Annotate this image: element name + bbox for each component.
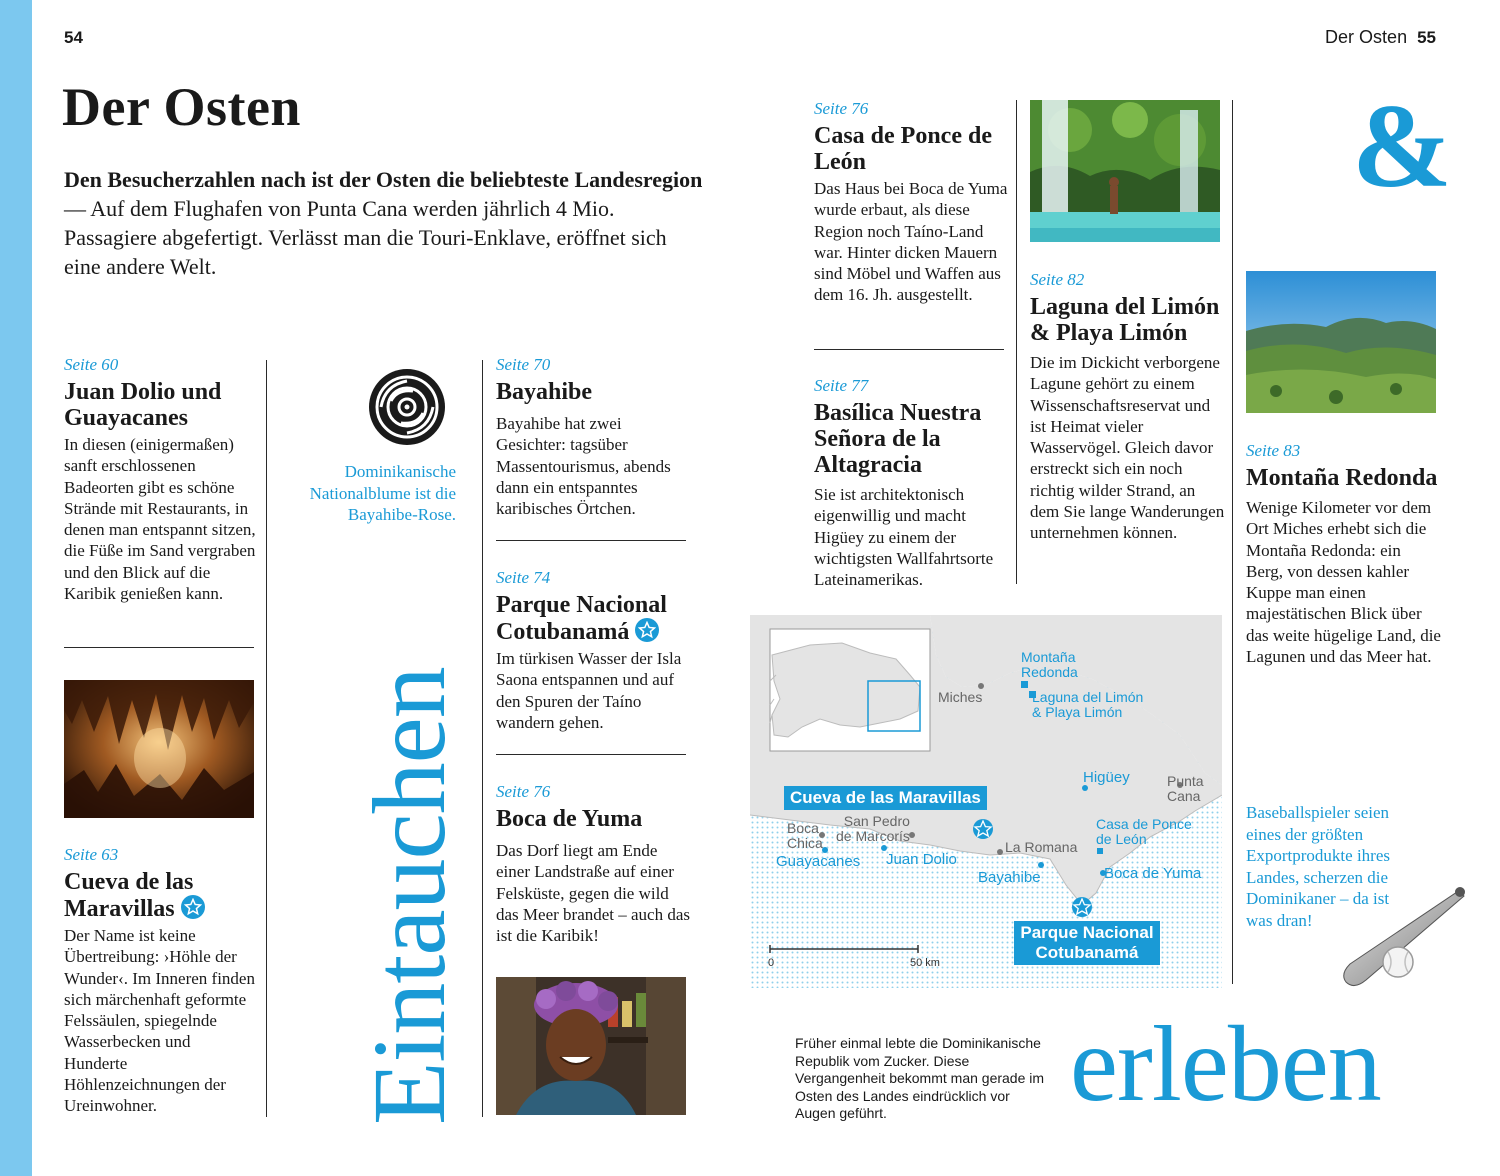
column-rule [1232, 100, 1233, 984]
entry-boca-yuma [496, 782, 692, 946]
label-line: & Playa Limón [1032, 704, 1123, 720]
label-line: Casa de Ponce [1096, 816, 1192, 832]
label-line: Chica [787, 835, 823, 851]
label-line: Laguna del Limón [1032, 689, 1144, 705]
portrait-photo [496, 977, 686, 1115]
right-page-number: 55 [1417, 28, 1436, 47]
entry-juan-dolio [64, 355, 258, 604]
map-label-juan-dolio[interactable]: Juan Dolio [886, 851, 957, 868]
entry-title: Bayahibe [496, 379, 593, 405]
entry-text: In diesen (einigermaßen) sanft erschlossenen Badeorten gibt es schöne Strände mit Restaurants, in denen man entspannt sitzen, die Füße im Sand vergraben und den Blick auf die Karibik genießen kann. [64, 435, 256, 604]
map-label-bayahibe[interactable]: Bayahibe [978, 869, 1041, 886]
entry-title: Juan Dolio und Guayacanes [64, 379, 222, 431]
label-line: Cotubanamá [1035, 943, 1139, 962]
map-scale-50km: 50 km [910, 957, 940, 969]
label-line: Parque Nacional [1020, 923, 1154, 942]
map-label-punta-cana[interactable] [1167, 774, 1204, 804]
star-icon [181, 895, 205, 919]
label-line: Punta [1167, 773, 1204, 789]
map-label-higuey[interactable]: Higüey [1083, 769, 1130, 786]
baseball-caption: Baseballspieler seien eines der größten Exportprodukte ihres Landes, scherzen die Dominikaner – da ist was dran! [1246, 803, 1390, 930]
entry-title: Montaña Redonda [1246, 465, 1438, 491]
title-line: Cotubanamá [496, 619, 630, 645]
entry-laguna [1030, 270, 1226, 544]
page-ref: Seite 60 [64, 355, 119, 374]
map-label-guayacanes[interactable]: Guayacanes [776, 853, 861, 870]
column-rule [266, 360, 267, 1117]
star-icon [635, 618, 659, 642]
region-map[interactable] [750, 615, 1222, 988]
entry-title: Basílica Nuestra Señora de la Altagracia [814, 400, 982, 478]
entry-text: Im türkisen Wasser der Isla Saona entspannen und auf den Spuren der Taíno wandern gehen. [496, 649, 682, 732]
baseball-bat-icon [1336, 884, 1466, 999]
rose-icon [367, 367, 447, 452]
map-label-montana[interactable] [1021, 650, 1078, 680]
page-ref: Seite 76 [496, 782, 551, 801]
column-rule [1016, 100, 1017, 584]
entry-title: Laguna del Limón & Playa Limón [1030, 294, 1220, 346]
right-running-header [1325, 27, 1436, 48]
map-label-boca-yuma[interactable]: Boca de Yuma [1104, 865, 1202, 882]
waterfall-photo [1030, 100, 1220, 242]
entry-casa-ponce [814, 99, 1008, 306]
page-ref: Seite 82 [1030, 270, 1085, 289]
page-ref: Seite 70 [496, 355, 551, 374]
entry-text: Bayahibe hat zwei Gesichter: tagsüber Massentourismus, abends dann ein entspanntes karibisches Örtchen. [496, 414, 671, 519]
page-ref: Seite 74 [496, 568, 551, 587]
label-line: San Pedro [843, 813, 910, 829]
label-line: de León [1096, 831, 1147, 847]
title-line: Maravillas [64, 896, 175, 922]
left-page-number: 54 [64, 28, 83, 47]
divider [814, 349, 1004, 350]
label-line: Cana [1167, 788, 1201, 804]
cave-illustration [64, 680, 254, 818]
cave-photo [64, 680, 254, 818]
map-label-casa[interactable] [1096, 817, 1192, 847]
entry-cotubanama [496, 568, 692, 733]
portrait-illustration [496, 977, 686, 1115]
page-ref: Seite 83 [1246, 441, 1301, 460]
map-label-cueva[interactable]: Cueva de las Maravillas [784, 786, 987, 810]
map-label-san-pedro[interactable] [836, 814, 910, 844]
flower-caption: Dominikanische Nationalblume ist die Bayahibe-Rose. [309, 462, 456, 524]
map-label-miches[interactable]: Miches [938, 689, 983, 705]
entry-text: Das Dorf liegt am Ende einer Landstraße auf einer Felsküste, gegen die wild das Meer brandet – auch das ist die Karibik! [496, 841, 691, 946]
entry-text: Wenige Kilometer vor dem Ort Miches erhebt sich die Montaña Redonda: ein Berg, von dessen kahler Kuppe man einen majestätischen Blick über das weite hügelige Land, die Lagunen und das Meer hat. [1246, 498, 1441, 667]
map-label-boca-chica[interactable] [787, 821, 823, 851]
entry-title [64, 869, 258, 922]
page-ref: Seite 76 [814, 99, 869, 118]
entry-text: Das Haus bei Boca de Yuma wurde erbaut, als diese Region noch Taíno-Land war. Hinter dicken Mauern sind Möbel und Waffen aus dem 16. Jh. ausgestellt. [814, 179, 1008, 305]
divider [496, 540, 686, 541]
big-headline: erleben [1070, 1005, 1381, 1124]
sugar-caption: Früher einmal lebte die Dominikanische Republik vom Zucker. Diese Vergangenheit bekommt man gerade im Osten des Landes eindrücklich vor Augen geführt. [795, 1035, 1045, 1121]
intro-bold: Den Besucherzahlen nach ist der Osten die beliebteste Landesregion [64, 167, 703, 192]
mountain-photo [1246, 271, 1436, 413]
entry-montana [1246, 441, 1442, 667]
entry-title: Boca de Yuma [496, 806, 643, 832]
entry-text: Sie ist architektonisch eigenwillig und macht Higüey zu einem der wichtigsten Wallfahrtsorte Lateinamerikas. [814, 485, 994, 590]
label-line: de Marcorís [836, 828, 910, 844]
intro-rest: — Auf dem Flughafen von Punta Cana werden jährlich 4 Mio. Passagiere abgefertigt. Verlässt man die Touri-Enklave, eröffnet sich eine andere Welt. [64, 196, 667, 279]
label-line: Boca [787, 820, 819, 836]
title-line: Parque Nacional [496, 592, 667, 618]
divider [64, 647, 254, 648]
entry-text: Die im Dickicht verborgene Lagune gehört zu einem Wissenschaftsreservat und ist Heimat vieler Wasservögel. Gleich davor erstreckt sich ein noch richtig wilder Strand, an dem Sie lange Wanderungen unternehmen können. [1030, 353, 1225, 543]
map-label-laguna[interactable] [1032, 690, 1143, 720]
label-line: Montaña [1021, 649, 1076, 665]
title-line: Cueva de las [64, 869, 194, 895]
entry-text: Der Name ist keine Übertreibung: ›Höhle der Wunder‹. Im Inneren finden sich märchenhaft geformte Felssäulen, spiegelnde Wasserbecken und Hunderte Höhlenzeichnungen der Ureinwohner. [64, 926, 255, 1116]
running-header-title: Der Osten [1325, 27, 1408, 47]
map-scale-zero: 0 [768, 957, 775, 969]
entry-cueva [64, 845, 258, 1117]
divider [496, 754, 686, 755]
page-ref: Seite 77 [814, 376, 869, 395]
sidebar-strip [0, 0, 32, 1176]
map-label-parque[interactable] [1014, 921, 1160, 965]
page-title: Der Osten [62, 77, 301, 137]
label-line: Redonda [1021, 664, 1078, 680]
map-label-la-romana[interactable]: La Romana [1005, 839, 1078, 855]
mountain-illustration [1246, 271, 1436, 413]
entry-basilica [814, 376, 1010, 590]
waterfall-illustration [1030, 100, 1220, 242]
intro-paragraph [64, 165, 704, 281]
ampersand-graphic: & [1352, 79, 1452, 212]
entry-title: Casa de Ponce de León [814, 123, 992, 175]
vertical-headline: Eintauchen [352, 667, 467, 1125]
page-ref: Seite 63 [64, 845, 119, 864]
entry-bayahibe [496, 355, 692, 519]
entry-title [496, 592, 692, 645]
column-rule [482, 360, 483, 1117]
